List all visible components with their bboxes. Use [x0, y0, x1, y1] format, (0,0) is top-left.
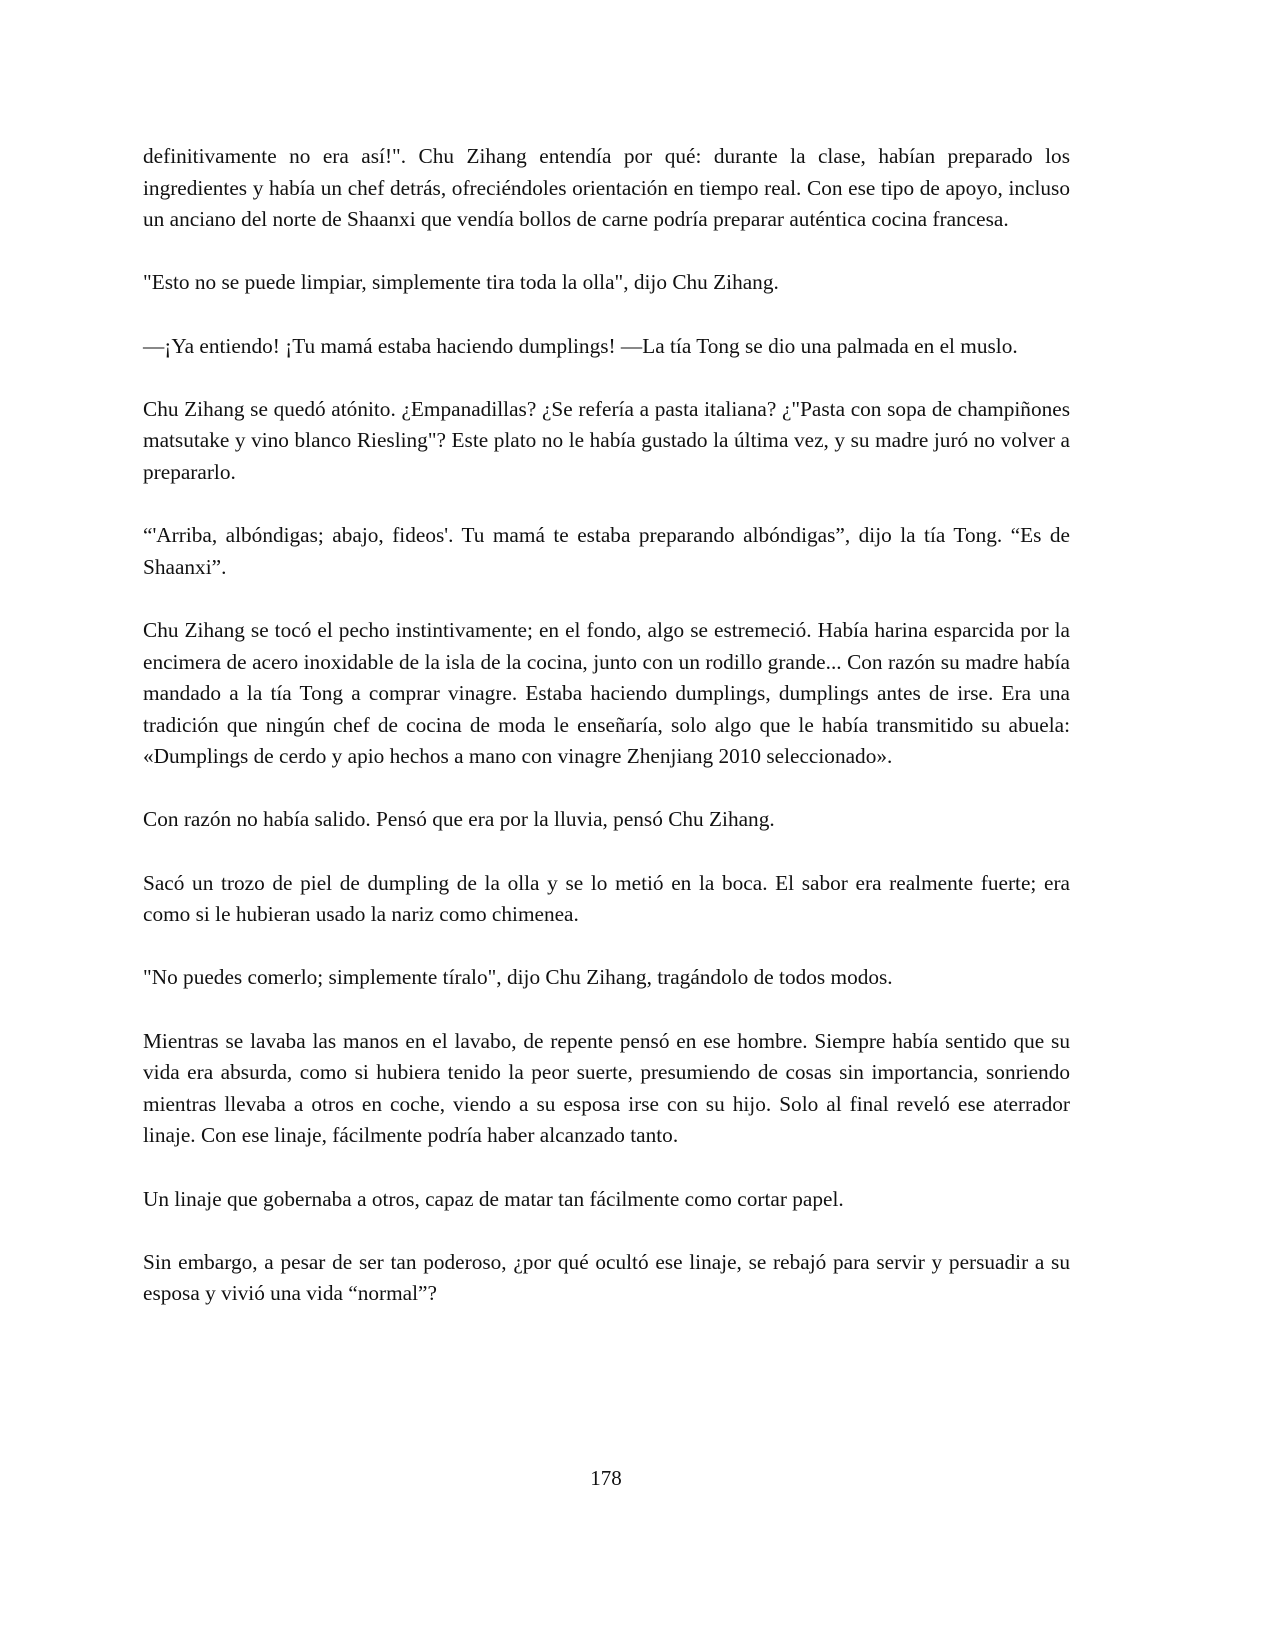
paragraph: “'Arriba, albóndigas; abajo, fideos'. Tu mamá te estaba preparando albóndigas”, dijo la tía Tong. “Es de Shaanxi”.	[143, 523, 1070, 579]
paragraph: "Esto no se puede limpiar, simplemente tira toda la olla", dijo Chu Zihang.	[143, 270, 779, 295]
paragraph: Un linaje que gobernaba a otros, capaz de matar tan fácilmente como cortar papel.	[143, 1186, 844, 1211]
paragraph: "No puedes comerlo; simplemente tíralo", dijo Chu Zihang, tragándolo de todos modos.	[143, 965, 893, 990]
paragraph: Mientras se lavaba las manos en el lavabo, de repente pensó en ese hombre. Siempre había sentido que su vida era absurda, como si hubiera tenido la peor suerte, presumiendo de cosas sin importancia, sonriendo mientras llevaba a otros en coche, viendo a su esposa irse con su hijo. Solo al final reveló ese aterrador linaje. Con ese linaje, fácilmente podría haber alcanzado tanto.	[143, 1028, 1070, 1148]
paragraph: Sacó un trozo de piel de dumpling de la olla y se lo metió en la boca. El sabor era realmente fuerte; era como si le hubieran usado la nariz como chimenea.	[143, 870, 1070, 927]
paragraph: —¡Ya entiendo! ¡Tu mamá estaba haciendo dumplings! —La tía Tong se dio una palmada en el muslo.	[143, 333, 1018, 358]
paragraph: Sin embargo, a pesar de ser tan poderoso, ¿por qué ocultó ese linaje, se rebajó para servir y persuadir a su esposa y vivió una vida “normal”?	[143, 1249, 1070, 1306]
paragraph: Chu Zihang se quedó atónito. ¿Empanadillas? ¿Se refería a pasta italiana? ¿"Pasta con sopa de champiñones matsutake y vino blanco Riesling"? Este plato no le había gustado la última vez, y su madre juró no volver a prepararlo.	[143, 396, 1070, 484]
page-body	[143, 141, 1070, 1342]
paragraph: Chu Zihang se tocó el pecho instintivamente; en el fondo, algo se estremeció. Había harina esparcida por la encimera de acero inoxidable de la isla de la cocina, junto con un rodillo grande... Con razón su madre había mandado a la tía Tong a comprar vinagre. Estaba haciendo dumplings, dumplings antes de irse. Era una tradición que ningún chef de cocina de moda le enseñaría, solo algo que le había transmitido su abuela: «Dumplings de cerdo y apio hechos a mano con vinagre Zhenjiang 2010 seleccionado».	[143, 617, 1070, 769]
paragraph: definitivamente no era así!". Chu Zihang entendía por qué: durante la clase, habían preparado los ingredientes y había un chef detrás, ofreciéndoles orientación en tiempo real. Con ese tipo de apoyo, incluso un anciano del norte de Shaanxi que vendía bollos de carne podría preparar auténtica cocina francesa.	[143, 144, 1070, 232]
paragraph: Con razón no había salido. Pensó que era por la lluvia, pensó Chu Zihang.	[143, 807, 775, 832]
page-number: 178	[590, 1466, 622, 1490]
